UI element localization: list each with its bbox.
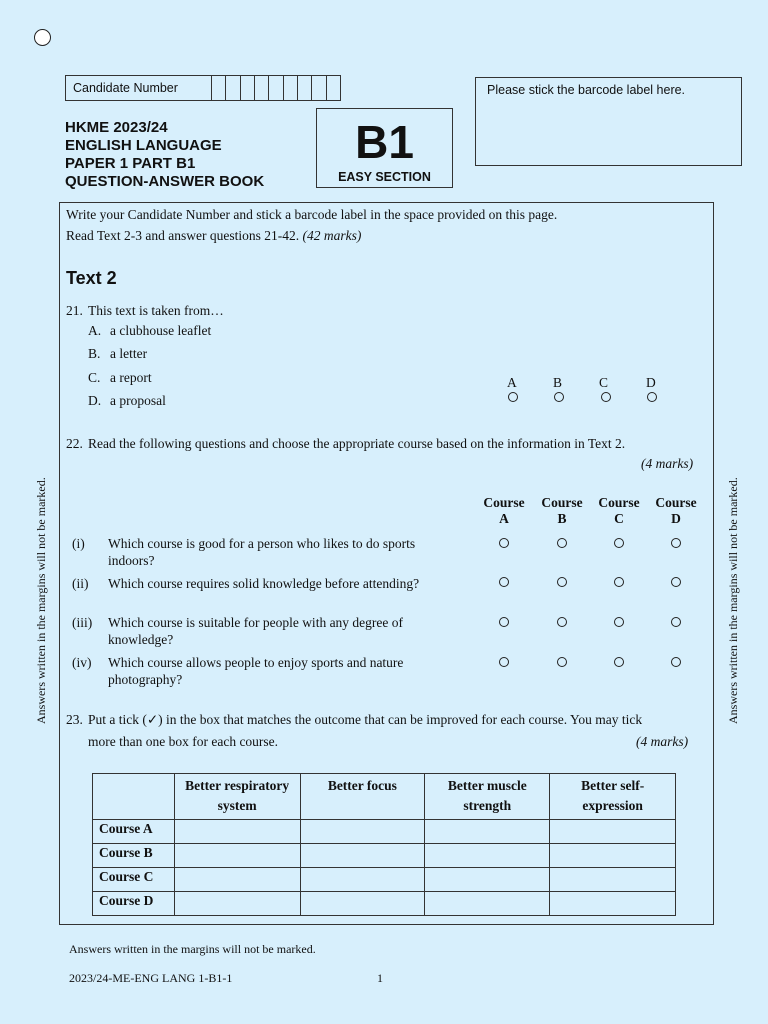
right-margin-note: Answers written in the margins will not be marked. bbox=[726, 477, 740, 724]
q22-marks: (4 marks) bbox=[641, 456, 694, 471]
tick-box[interactable] bbox=[300, 820, 425, 844]
candidate-digit-box[interactable] bbox=[298, 76, 312, 100]
column-header: Better muscle strength bbox=[425, 774, 550, 820]
q22-iv-bubble-b[interactable] bbox=[557, 657, 567, 667]
q23-number: 23. bbox=[66, 712, 83, 727]
instruction-line-1: Write your Candidate Number and stick a barcode label in the space provided on this page. bbox=[66, 207, 558, 222]
instruction-marks: (42 marks) bbox=[302, 228, 362, 243]
tick-table-header-row bbox=[93, 774, 676, 820]
barcode-label-area bbox=[475, 77, 742, 166]
q22-iii-bubble-c[interactable] bbox=[614, 617, 624, 627]
left-margin-note: Answers written in the margins will not be marked. bbox=[34, 477, 48, 724]
tick-box[interactable] bbox=[425, 892, 550, 916]
row-header: Course B bbox=[93, 844, 175, 868]
table-row bbox=[93, 844, 676, 868]
tick-box[interactable] bbox=[300, 844, 425, 868]
q21-option-text: a letter bbox=[110, 346, 148, 361]
q21-bubble-label: C bbox=[599, 375, 609, 390]
q22-iii-bubble-a[interactable] bbox=[499, 617, 509, 627]
q21-bubble-d[interactable] bbox=[647, 392, 657, 402]
candidate-digit-box[interactable] bbox=[269, 76, 283, 100]
title-line: HKME 2023/24 bbox=[65, 119, 168, 136]
tick-box[interactable] bbox=[300, 868, 425, 892]
q22-iv-bubble-c[interactable] bbox=[614, 657, 624, 667]
column-header: Better self- expression bbox=[550, 774, 676, 820]
q22-stem: Read the following questions and choose the appropriate course based on the information in Text 2. bbox=[88, 436, 626, 451]
q21-option-letter: D. bbox=[88, 393, 102, 408]
paper-title bbox=[65, 119, 264, 191]
section-badge bbox=[316, 108, 453, 188]
page-number: 1 bbox=[377, 971, 383, 985]
tick-table bbox=[92, 773, 676, 916]
tick-box[interactable] bbox=[425, 820, 550, 844]
q21-bubble-a[interactable] bbox=[508, 392, 518, 402]
q22-i-bubble-c[interactable] bbox=[614, 538, 624, 548]
q22-ii-bubble-d[interactable] bbox=[671, 577, 681, 587]
candidate-digit-box[interactable] bbox=[241, 76, 255, 100]
q22-item-text: Which course allows people to enjoy sports and nature photography? bbox=[108, 655, 404, 687]
q22-i-bubble-d[interactable] bbox=[671, 538, 681, 548]
tick-box[interactable] bbox=[174, 868, 300, 892]
q22-item-number: (ii) bbox=[72, 576, 89, 591]
footer-note: Answers written in the margins will not be marked. bbox=[69, 942, 316, 956]
q22-ii-bubble-b[interactable] bbox=[557, 577, 567, 587]
title-line: ENGLISH LANGUAGE bbox=[65, 137, 222, 154]
text-heading: Text 2 bbox=[66, 268, 117, 288]
q22-ii-bubble-c[interactable] bbox=[614, 577, 624, 587]
q23-stem-line2: more than one box for each course. bbox=[88, 734, 279, 749]
q21-option-letter: A. bbox=[88, 323, 102, 338]
instruction-text: Read Text 2-3 and answer questions 21-42. bbox=[66, 228, 300, 243]
q22-item-number: (iii) bbox=[72, 615, 93, 630]
section-code: B1 bbox=[355, 116, 414, 168]
q21-bubble-label: B bbox=[553, 375, 563, 390]
q21-option-letter: B. bbox=[88, 346, 101, 361]
tick-box[interactable] bbox=[550, 868, 676, 892]
q22-iv-bubble-d[interactable] bbox=[671, 657, 681, 667]
q23-marks: (4 marks) bbox=[636, 734, 689, 749]
q22-iii-bubble-b[interactable] bbox=[557, 617, 567, 627]
q21-bubble-label: D bbox=[646, 375, 656, 390]
q21-stem: This text is taken from… bbox=[88, 303, 224, 318]
q21-option-text: a proposal bbox=[110, 393, 166, 408]
row-header: Course C bbox=[93, 868, 175, 892]
candidate-digit-box[interactable] bbox=[284, 76, 298, 100]
column-header: Better focus bbox=[300, 774, 425, 820]
table-row bbox=[93, 820, 676, 844]
q21-option-text: a report bbox=[110, 370, 152, 385]
q21-number: 21. bbox=[66, 303, 83, 318]
candidate-digit-box[interactable] bbox=[327, 76, 340, 100]
punch-hole-circle bbox=[34, 29, 51, 46]
q22-i-bubble-b[interactable] bbox=[557, 538, 567, 548]
candidate-number-field[interactable] bbox=[65, 75, 341, 101]
course-header-a: Course A bbox=[483, 495, 525, 526]
q22-item-number: (i) bbox=[72, 536, 85, 551]
course-header-b: Course B bbox=[541, 495, 583, 526]
q21-option-letter: C. bbox=[88, 370, 101, 385]
row-header: Course A bbox=[93, 820, 175, 844]
candidate-digit-box[interactable] bbox=[212, 76, 226, 100]
q22-item-text: Which course is good for a person who likes to do sports indoors? bbox=[108, 536, 416, 568]
tick-box[interactable] bbox=[174, 844, 300, 868]
tick-box[interactable] bbox=[425, 868, 550, 892]
section-name: EASY SECTION bbox=[338, 170, 431, 184]
course-header-d: Course D bbox=[655, 495, 697, 526]
q22-item-text: Which course requires solid knowledge before attending? bbox=[108, 576, 420, 591]
q21-option-text: a clubhouse leaflet bbox=[110, 323, 212, 338]
tick-box[interactable] bbox=[550, 892, 676, 916]
tick-box[interactable] bbox=[550, 820, 676, 844]
tick-box[interactable] bbox=[550, 844, 676, 868]
q21-bubble-c[interactable] bbox=[601, 392, 611, 402]
tick-box[interactable] bbox=[174, 892, 300, 916]
title-line: PAPER 1 PART B1 bbox=[65, 155, 196, 172]
title-line: QUESTION-ANSWER BOOK bbox=[65, 173, 265, 190]
candidate-number-label: Candidate Number bbox=[66, 76, 212, 100]
footer-code: 2023/24-ME-ENG LANG 1-B1-1 bbox=[69, 971, 233, 985]
barcode-note: Please stick the barcode label here. bbox=[487, 83, 686, 97]
corner-cell bbox=[93, 774, 175, 820]
course-header-c: Course C bbox=[598, 495, 640, 526]
q22-iv-bubble-a[interactable] bbox=[499, 657, 509, 667]
q22-number: 22. bbox=[66, 436, 83, 451]
candidate-digit-box[interactable] bbox=[312, 76, 326, 100]
table-row bbox=[93, 868, 676, 892]
instruction-line-2 bbox=[66, 227, 361, 244]
candidate-digit-box[interactable] bbox=[255, 76, 269, 100]
q23-stem-line1: Put a tick (✓) in the box that matches the outcome that can be improved for each course. You may tick bbox=[88, 712, 643, 727]
q22-i-bubble-a[interactable] bbox=[499, 538, 509, 548]
q21-bubble-label: A bbox=[507, 375, 517, 390]
q22-iii-bubble-d[interactable] bbox=[671, 617, 681, 627]
q22-ii-bubble-a[interactable] bbox=[499, 577, 509, 587]
tick-box[interactable] bbox=[300, 892, 425, 916]
q21-bubble-b[interactable] bbox=[554, 392, 564, 402]
table-row bbox=[93, 892, 676, 916]
q22-item-number: (iv) bbox=[72, 655, 92, 670]
column-header: Better respiratory system bbox=[174, 774, 300, 820]
tick-box[interactable] bbox=[174, 820, 300, 844]
row-header: Course D bbox=[93, 892, 175, 916]
candidate-digit-box[interactable] bbox=[226, 76, 240, 100]
q22-item-text: Which course is suitable for people with any degree of knowledge? bbox=[108, 615, 404, 647]
tick-box[interactable] bbox=[425, 844, 550, 868]
